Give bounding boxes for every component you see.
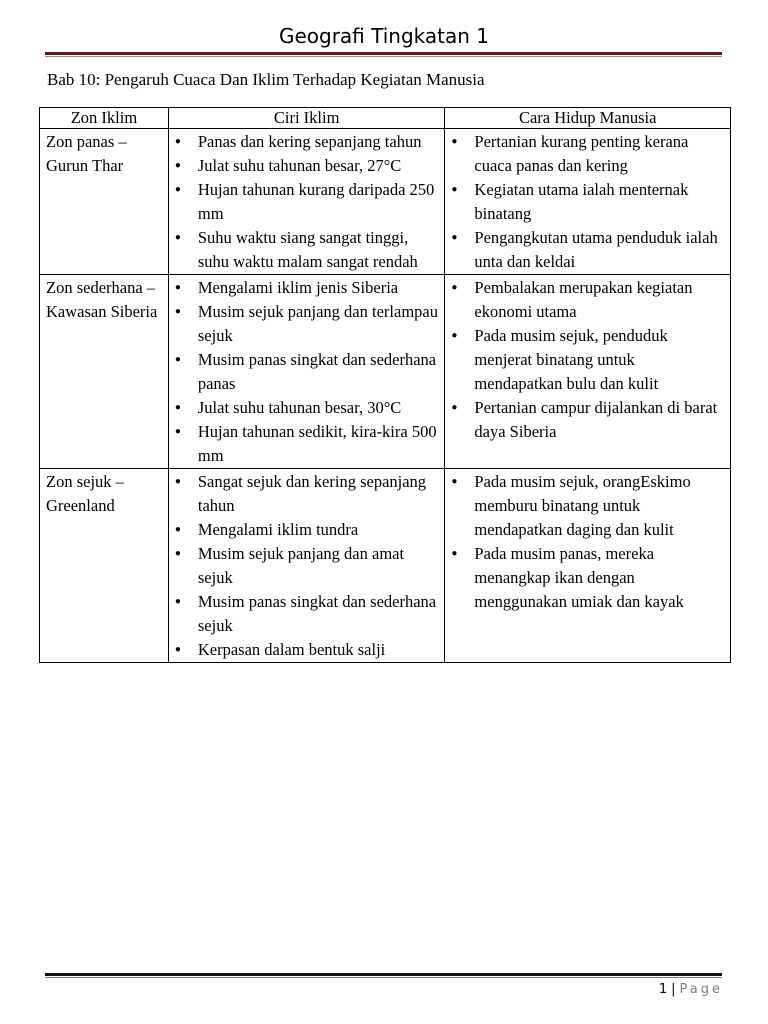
list-item: ● Musim sejuk panjang dan amat sejuk: [169, 542, 441, 590]
list-item: ● Pada musim sejuk, penduduk menjerat binatang untuk mendapatkan bulu dan kulit: [445, 324, 726, 396]
list-item: ● Hujan tahunan sedikit, kira-kira 500 mm: [169, 420, 441, 468]
ciri-cell: [168, 469, 445, 663]
page-number-footer: [659, 982, 723, 997]
zone-label: Zon panas – Gurun Thar: [46, 132, 127, 175]
footer-rule-thin: [45, 977, 722, 978]
list-item: ● Mengalami iklim tundra: [169, 518, 441, 542]
page-label: Page: [679, 982, 723, 997]
zone-label: Zon sejuk – Greenland: [46, 472, 124, 515]
list-item: ● Sangat sejuk dan kering sepanjang tahun: [169, 470, 441, 518]
page-separator: |: [671, 982, 676, 997]
ciri-list: [169, 469, 445, 662]
cara-list: [445, 275, 730, 444]
climate-table: [39, 107, 731, 663]
cara-cell: [445, 275, 731, 469]
list-item: ● Pertanian kurang penting kerana cuaca panas dan kering: [445, 130, 726, 178]
list-item: ● Panas dan kering sepanjang tahun: [169, 130, 441, 154]
ciri-cell: [168, 275, 445, 469]
list-item: ● Julat suhu tahunan besar, 30°C: [169, 396, 441, 420]
list-item: ● Musim sejuk panjang dan terlampau sejuk: [169, 300, 441, 348]
list-item: ● Pada musim sejuk, orangEskimo memburu binatang untuk mendapatkan daging dan kulit: [445, 470, 726, 542]
cara-cell: [445, 129, 731, 275]
header-rule: [45, 52, 722, 55]
page-number: 1: [658, 982, 668, 997]
zone-cell: [40, 469, 169, 663]
zone-label: Zon sederhana – Kawasan Siberia: [46, 278, 158, 321]
list-item: ● Pembalakan merupakan kegiatan ekonomi utama: [445, 276, 726, 324]
column-header-cara-hidup: Cara Hidup Manusia: [445, 108, 731, 129]
cara-list: [445, 469, 730, 614]
ciri-cell: [168, 129, 445, 275]
chapter-heading: Bab 10: Pengaruh Cuaca Dan Iklim Terhadap Kegiatan Manusia: [47, 70, 485, 89]
list-item: ● Julat suhu tahunan besar, 27°C: [169, 154, 441, 178]
list-item: ● Mengalami iklim jenis Siberia: [169, 276, 441, 300]
list-item: ● Suhu waktu siang sangat tinggi, suhu waktu malam sangat rendah: [169, 226, 441, 274]
table-row: [40, 275, 731, 469]
table-header-row: [40, 108, 731, 129]
zone-cell: [40, 275, 169, 469]
column-header-zon-iklim: Zon Iklim: [40, 108, 169, 129]
list-item: ● Pada musim panas, mereka menangkap ikan dengan menggunakan umiak dan kayak: [445, 542, 726, 614]
zone-cell: [40, 129, 169, 275]
list-item: ● Kegiatan utama ialah menternak binatang: [445, 178, 726, 226]
list-item: ● Musim panas singkat dan sederhana sejuk: [169, 590, 441, 638]
header-rule-thin: [45, 56, 722, 57]
list-item: ● Pertanian campur dijalankan di barat daya Siberia: [445, 396, 726, 444]
list-item: ● Pengangkutan utama penduduk ialah unta dan keldai: [445, 226, 726, 274]
column-header-ciri-iklim: Ciri Iklim: [168, 108, 445, 129]
page-header-title: Geografi Tingkatan 1: [278, 24, 490, 48]
list-item: ● Kerpasan dalam bentuk salji: [169, 638, 441, 662]
table-row: [40, 129, 731, 275]
cara-cell: [445, 469, 731, 663]
ciri-list: [169, 129, 445, 274]
list-item: ● Hujan tahunan kurang daripada 250 mm: [169, 178, 441, 226]
list-item: ● Musim panas singkat dan sederhana panas: [169, 348, 441, 396]
table-row: [40, 469, 731, 663]
ciri-list: [169, 275, 445, 468]
footer-rule: [45, 973, 722, 976]
cara-list: [445, 129, 730, 274]
